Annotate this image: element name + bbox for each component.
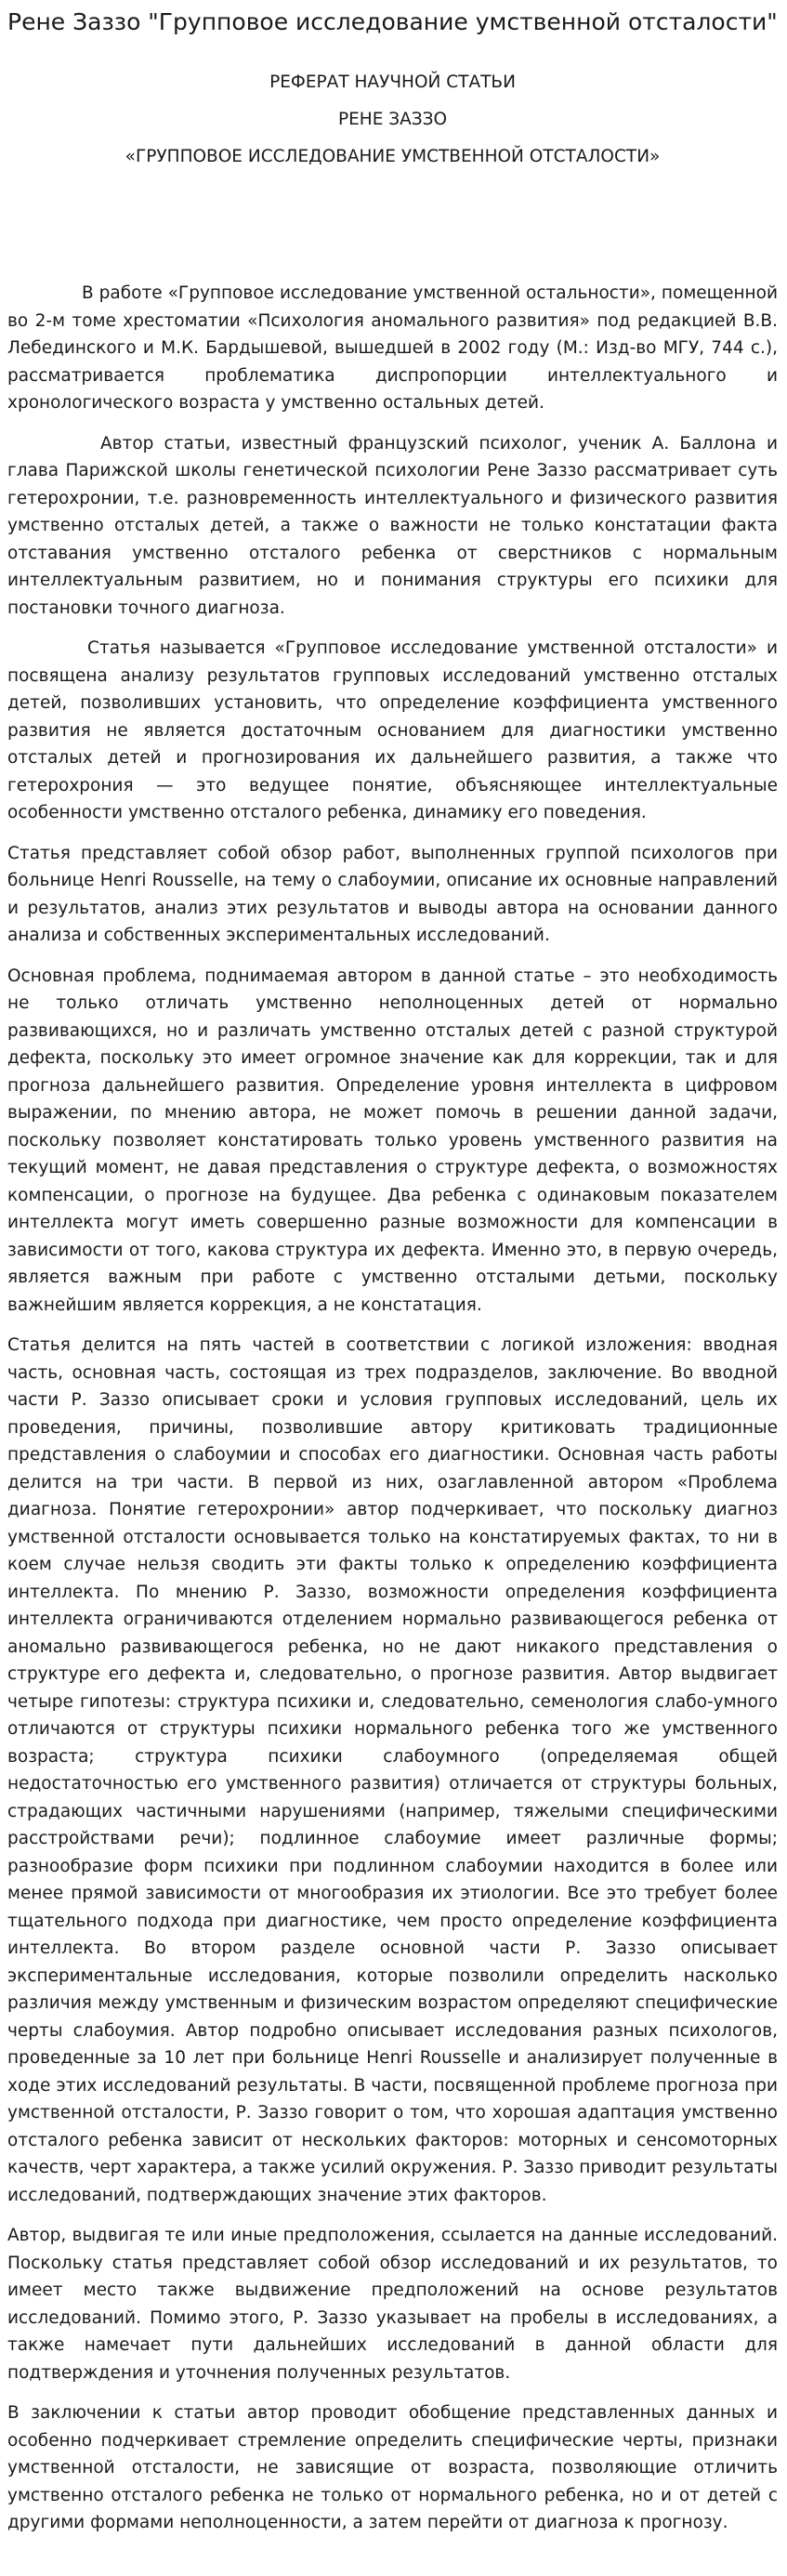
paragraph-4: Статья представляет собой обзор работ, выполненных группой психологов при больнице Henri Rousselle, на тему о слабоумии, описание их основные направлений и результатов, анализ этих результатов и выводы автора на основании данного анализа и собственных экспериментальных исследований.: [7, 843, 778, 945]
paragraph-2: Автор статьи, известный французский психолог, ученик А. Баллона и глава Парижской школы генетической психологии Рене Заззо рассматривает суть гетерохронии, т.е. разновременность интеллектуального и физического развития умственно отсталых детей, а также о важности не только констатации факта отставания умственно отсталого ребенка от сверстников с нормальным интеллектуальным развитием, но и понимания структуры его психики для постановки точного диагноза.: [7, 433, 778, 618]
document-title: Рене Заззо "Групповое исследование умственной отсталости": [7, 8, 778, 35]
paragraph-6: Статья делится на пять частей в соответствии с логикой изложения: вводная часть, основная часть, состоящая из трех подразделов, заключение. Во вводной части Р. Заззо описывает сроки и условия групповых исследований, цель их проведения, причины, позволившие автору критиковать традиционные представления о слабоумии и способах его диагностики. Основная часть работы делится на три части. В первой из них, озаглавленной автором «Проблема диагноза. Понятие гетерохронии» автор подчеркивает, что поскольку диагноз умственной отсталости основывается только на констатируемых фактах, то ни в коем случае нельзя сводить эти факты только к определению коэффициента интеллекта. По мнению Р. Заззо, возможности определения коэффициента интеллекта ограничиваются отделением нормально развивающегося ребенка от аномально развивающегося ребенка, но не дают никакого представления о структуре его дефекта и, следовательно, о прогнозе развития. Автор выдвигает четыре гипотезы: структура психики и, следовательно, семенология слабо-умного отличаются от структуры психики нормального ребенка того же умственного возраста; структура психики слабоумного (определяемая общей недостаточностью его умственного развития) отличается от структуры больных, страдающих частичными нарушениями (например, тяжелыми специфическими расстройствами речи); подлинное слабоумие имеет различные формы; разнообразие форм психики при подлинном слабоумии находится в более или менее прямой зависимости от многообразия их этиологии. Все это требует более тщательного подхода при диагностике, чем просто определение коэффициента интеллекта. Во втором разделе основной части Р. Заззо описывает экспериментальные исследования, которые позволили определить насколько различия между умственным и физическим возрастом определяют специфические черты слабоумия. Автор подробно описывает исследования разных психологов, проведенные за 10 лет при больнице Henri Rousselle и анализирует полученные в ходе этих исследований результаты. В части, посвященной проблеме прогноза при умственной отсталости, Р. Заззо говорит о том, что хорошая адаптация умственно отсталого ребенка зависит от нескольких факторов: моторных и сенсомоторных качеств, черт характера, а также усилий окружения. Р. Заззо приводит результаты исследований, подтверждающих значение этих факторов.: [7, 1335, 778, 2205]
header-line-author: РЕНЕ ЗАЗЗО: [337, 110, 448, 129]
abstract-header: [7, 64, 778, 176]
paragraph-3: Статья называется «Групповое исследование умственной отсталости» и посвящена анализу результатов групповых исследований умственно отсталых детей, позволивших установить, что определение коэффициента умственного развития не является достаточным основанием для диагностики умственно отсталых детей и прогнозирования их дальнейшего развития, а также что гетерохрония — это ведущее понятие, объясняющее интеллектуальные особенности умственно отсталого ребенка, динамику его поведения.: [7, 638, 778, 822]
header-line-article-title: «ГРУППОВОЕ ИССЛЕДОВАНИЕ УМСТВЕННОЙ ОТСТАЛОСТИ»: [125, 147, 661, 166]
header-line-abstract: РЕФЕРАТ НАУЧНОЙ СТАТЬИ: [269, 72, 516, 92]
paragraph-7: Автор, выдвигая те или иные предположения, ссылается на данные исследований. Поскольку статья представляет собой обзор исследований и их результатов, то имеет место также выдвижение предположений на основе результатов исследований. Помимо этого, Р. Заззо указывает на пробелы в исследованиях, а также намечает пути дальнейших исследований в данной области для подтверждения и уточнения полученных результатов.: [7, 2226, 778, 2383]
paragraph-8: В заключении к статьи автор проводит обобщение представленных данных и особенно подчеркивает стремление определить специфические черты, признаки умственной отсталости, не зависящие от возраста, позволяющие отличить умственно отсталого ребенка не только от нормального ребенка, но и от детей с другими формами неполноценности, а затем перейти от диагноза к прогнозу.: [7, 2403, 778, 2532]
paragraph-5: Основная проблема, поднимаемая автором в данной статье – это необходимость не только отличать умственно неполноценных детей от нормально развивающихся, но и различать умственно отсталых детей с разной структурой дефекта, поскольку это имеет огромное значение как для коррекции, так и для прогноза дальнейшего развития. Определение уровня интеллекта в цифровом выражении, по мнению автора, не может помочь в решении данной задачи, поскольку позволяет констатировать только уровень умственного развития на текущий момент, не давая представления о структуре дефекта, о возможностях компенсации, о прогнозе на будущее. Два ребенка с одинаковым показателем интеллекта могут иметь совершенно разные возможности для компенсации в зависимости от того, какова структура их дефекта. Именно это, в первую очередь, является важным при работе с умственно отсталыми детьми, поскольку важнейшим является коррекция, а не констатация.: [7, 966, 778, 1315]
document-page: [0, 5, 787, 2537]
paragraph-1: В работе «Групповое исследование умственной остальности», помещенной во 2-м томе хрестоматии «Психология аномального развития» под редакцией В.В. Лебединского и М.К. Бардышевой, вышедшей в 2002 году (М.: Изд-во МГУ, 744 с.), рассматривается проблематика диспропорции интеллектуального и хронологического возраста у умственно остальных детей.: [7, 283, 778, 413]
document-body: [7, 280, 778, 2537]
